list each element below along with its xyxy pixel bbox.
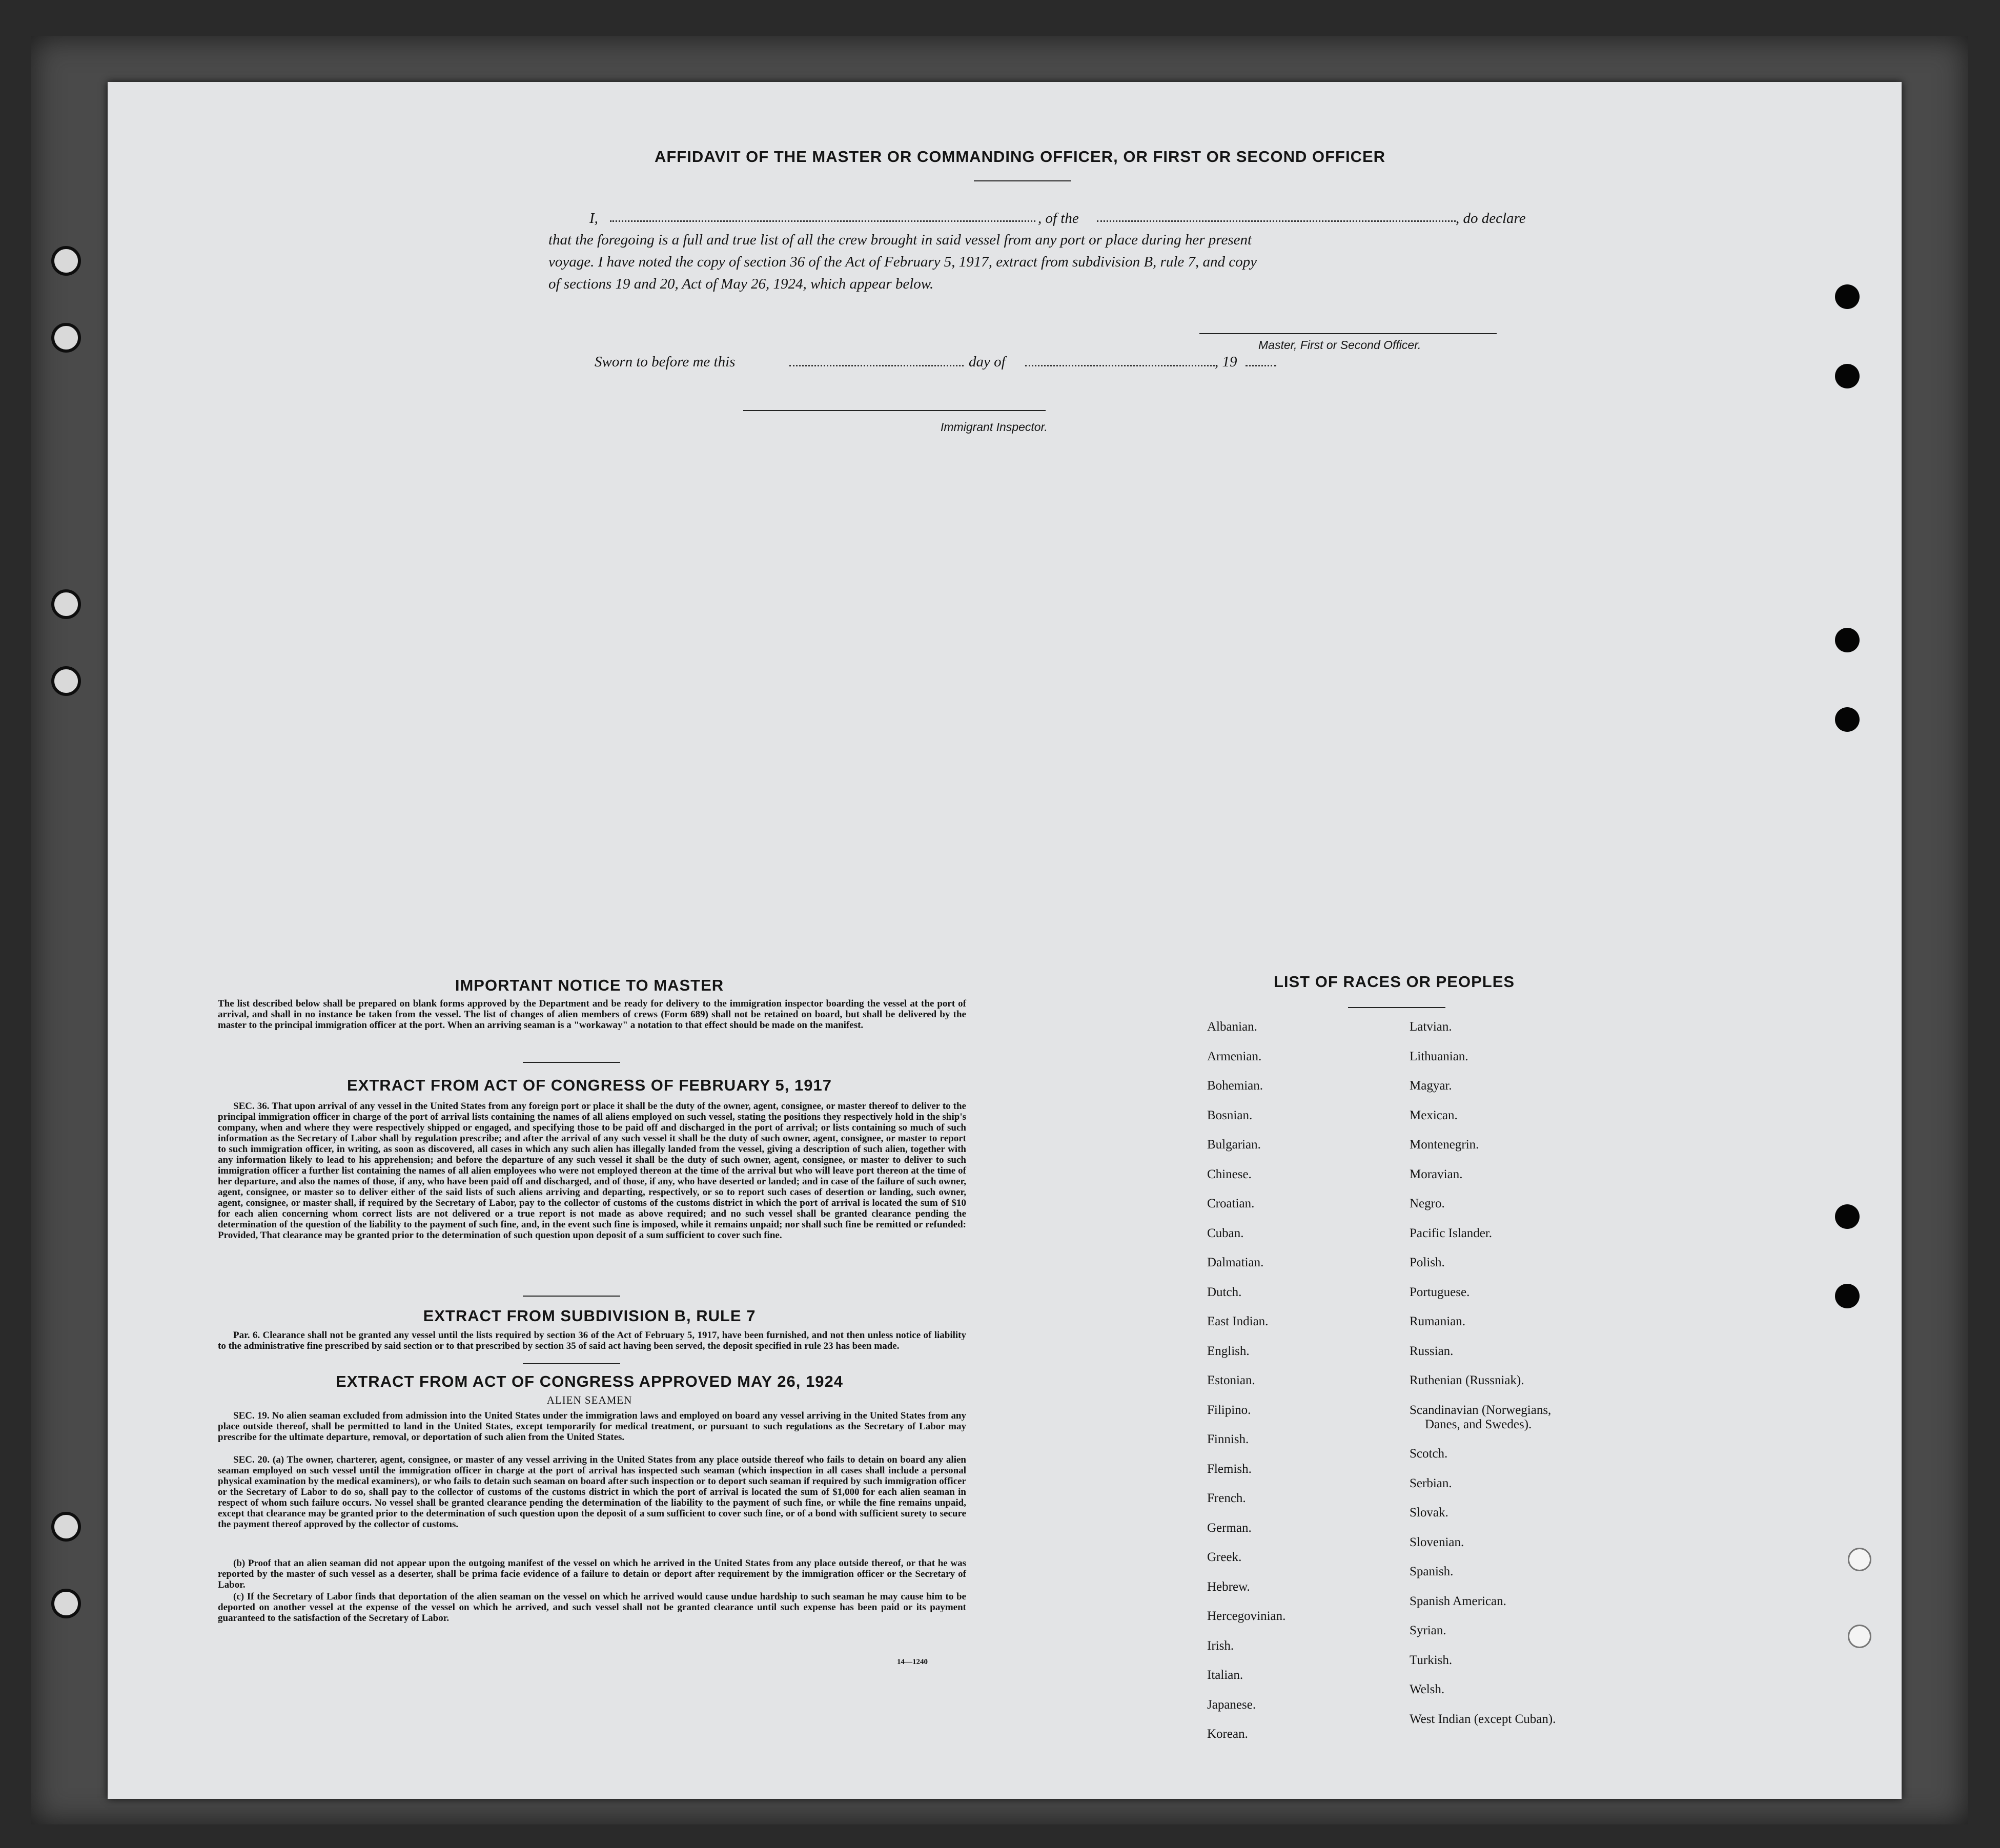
punch-hole bbox=[1835, 364, 1860, 388]
vessel-blank[interactable] bbox=[1097, 220, 1456, 222]
race-item: Hebrew. bbox=[1207, 1579, 1250, 1594]
divider bbox=[523, 1296, 620, 1297]
sworn-year: , 19 bbox=[1215, 354, 1237, 370]
affidavit-of-the: , of the bbox=[1038, 210, 1079, 227]
master-caption: Master, First or Second Officer. bbox=[1258, 338, 1421, 352]
race-item: German. bbox=[1207, 1521, 1252, 1535]
punch-hole bbox=[1835, 1284, 1860, 1308]
race-item: Rumanian. bbox=[1410, 1315, 1466, 1328]
sworn-month-blank[interactable] bbox=[1025, 365, 1215, 366]
race-item: Serbian. bbox=[1410, 1476, 1452, 1490]
extract-rule7-body: Par. 6. Clearance shall not be granted any vessel until the lists required by section 36 of the Act of February 5, 1917, have been furnished, and not then unless notice of liability to the administrative fine prescribed by said section or to that prescribed by section 35 of said act having been served, the deposit specified in rule 23 has been made. bbox=[218, 1330, 966, 1351]
race-item: Slovak. bbox=[1410, 1506, 1448, 1520]
race-item: Negro. bbox=[1410, 1197, 1445, 1210]
inspector-signature-line[interactable] bbox=[743, 410, 1046, 411]
affidavit-line4: of sections 19 and 20, Act of May 26, 1924, which appear below. bbox=[548, 276, 934, 292]
race-item: Lithuanian. bbox=[1410, 1049, 1468, 1063]
race-item: Filipino. bbox=[1207, 1403, 1251, 1417]
notice-body: The list described below shall be prepared on blank forms approved by the Department and be ready for delivery to the immigration inspector boarding the vessel at the port of arrival, and shall in no instance be taken from the vessel. The list of changes of alien members of crews (Form 689) shall not be retained on board, but shall be delivered by the master to the principal immigration officer at the port. When an arriving seaman is a "workaway" a notation to that effect should be made on the manifest. bbox=[218, 998, 966, 1031]
race-item: Latvian. bbox=[1410, 1020, 1452, 1034]
race-item: Ruthenian (Russniak). bbox=[1410, 1373, 1524, 1387]
race-item: Dalmatian. bbox=[1207, 1256, 1264, 1269]
race-item: Mexican. bbox=[1410, 1108, 1458, 1122]
sworn-prefix: Sworn to before me this bbox=[595, 354, 736, 370]
race-item: English. bbox=[1207, 1344, 1250, 1358]
binder-ring-hole bbox=[51, 323, 81, 353]
race-item: Montenegrin. bbox=[1410, 1138, 1479, 1152]
race-item: Armenian. bbox=[1207, 1049, 1262, 1063]
race-item: Dutch. bbox=[1207, 1285, 1242, 1299]
notice-title: IMPORTANT NOTICE TO MASTER bbox=[455, 976, 724, 994]
affidavit-line3: voyage. I have noted the copy of section 36 of the Act of February 5, 1917, extract from subdivision B, rule 7, and copy bbox=[548, 254, 1257, 270]
affidavit-line2: that the foregoing is a full and true list of all the crew brought in said vessel from any port or place during her present bbox=[548, 232, 1252, 248]
race-item: Bohemian. bbox=[1207, 1079, 1263, 1093]
race-item: Scotch. bbox=[1410, 1447, 1448, 1461]
signature-line[interactable] bbox=[1199, 333, 1497, 334]
races-right-column bbox=[1410, 1020, 1556, 1741]
race-item: East Indian. bbox=[1207, 1315, 1269, 1328]
race-item: Bosnian. bbox=[1207, 1108, 1253, 1122]
affidavit-title: AFFIDAVIT OF THE MASTER OR COMMANDING OFFICER, OR FIRST OR SECOND OFFICER bbox=[654, 148, 1386, 166]
race-item: Syrian. bbox=[1410, 1624, 1446, 1637]
punch-hole bbox=[1848, 1548, 1871, 1571]
extract-1924-sec20b: (b) Proof that an alien seaman did not appear upon the outgoing manifest of the vessel on which he arrived in the United States from any place outside thereof, or that he was reported by the master of such vessel as a deserter, shall be prima facie evidence of a failure to detain or deport after requirement by the immigration officer or the Secretary of Labor. bbox=[218, 1558, 966, 1590]
race-item: Slovenian. bbox=[1410, 1535, 1464, 1549]
race-item: Russian. bbox=[1410, 1344, 1454, 1358]
punch-hole bbox=[1835, 707, 1860, 732]
race-item: Irish. bbox=[1207, 1638, 1234, 1653]
extract-1924-title: EXTRACT FROM ACT OF CONGRESS APPROVED MAY 26, 1924 bbox=[336, 1372, 843, 1390]
binder-ring-hole bbox=[51, 1589, 81, 1618]
race-item: Turkish. bbox=[1410, 1653, 1453, 1667]
punch-hole bbox=[1835, 628, 1860, 652]
race-item: Portuguese. bbox=[1410, 1285, 1470, 1299]
race-item: Danes, and Swedes). bbox=[1425, 1417, 1532, 1431]
race-item: Italian. bbox=[1207, 1668, 1243, 1682]
extract-1924-sec20c: (c) If the Secretary of Labor finds that deportation of the alien seaman on the vessel on which he arrived would cause undue hardship to such seaman he may cause him to be deported on another vessel at the expense of the vessel on which he arrived, and such vessel shall not be granted clearance until such expense has been paid or its payment guaranteed to the satisfaction of the Secretary of Labor. bbox=[218, 1591, 966, 1624]
punch-hole bbox=[1848, 1625, 1871, 1648]
extract-1917-title: EXTRACT FROM ACT OF CONGRESS OF FEBRUARY 5, 1917 bbox=[347, 1076, 832, 1094]
document-page bbox=[108, 82, 1902, 1799]
race-item: Finnish. bbox=[1207, 1432, 1249, 1446]
race-item: Magyar. bbox=[1410, 1079, 1452, 1093]
binder-ring-hole bbox=[51, 1512, 81, 1542]
race-item: Spanish. bbox=[1410, 1565, 1454, 1578]
race-item: Hercegovinian. bbox=[1207, 1609, 1286, 1623]
race-item: Flemish. bbox=[1207, 1462, 1252, 1476]
punch-hole bbox=[1835, 284, 1860, 309]
race-item: West Indian (except Cuban). bbox=[1410, 1712, 1556, 1726]
extract-1924-subtitle: ALIEN SEAMEN bbox=[546, 1394, 632, 1406]
race-item: Chinese. bbox=[1207, 1167, 1252, 1181]
races-left-column bbox=[1207, 1020, 1285, 1757]
name-blank[interactable] bbox=[610, 220, 1035, 222]
binder-ring-hole bbox=[51, 589, 81, 619]
race-item: Welsh. bbox=[1410, 1682, 1445, 1696]
race-item: Spanish American. bbox=[1410, 1594, 1506, 1608]
binder-ring-hole bbox=[51, 246, 81, 276]
binder-ring-hole bbox=[51, 666, 81, 696]
race-item: Korean. bbox=[1207, 1727, 1248, 1741]
sworn-year-blank[interactable] bbox=[1246, 365, 1276, 366]
race-item: Estonian. bbox=[1207, 1373, 1255, 1387]
punch-hole bbox=[1835, 1204, 1860, 1229]
race-item: Croatian. bbox=[1207, 1197, 1255, 1210]
race-item: Bulgarian. bbox=[1207, 1138, 1261, 1152]
extract-1924-sec19: SEC. 19. No alien seaman excluded from admission into the United States under the immigration laws and employed on board any vessel arriving in the United States from any place outside thereof, shall be permitted to land in the United States, except temporarily for medical treatment, or pursuant to such regulations as the Secretary of Labor may prescribe for the ultimate departure, removal, or deportation of such alien from the United States. bbox=[218, 1410, 966, 1443]
race-item: Scandinavian (Norwegians, bbox=[1410, 1403, 1552, 1417]
divider bbox=[1348, 1007, 1445, 1008]
race-item: Moravian. bbox=[1410, 1167, 1463, 1181]
extract-1924-sec20a: SEC. 20. (a) The owner, charterer, agent, consignee, or master of any vessel arriving in the United States from any place outside thereof who fails to detain on board any alien seaman employed on such vessel until the immigration officer in charge at the port of arrival has inspected such seaman (which inspection in all cases shall include a personal physical examination by the medical examiners), or who fails to detain such seaman on board after such inspection or to deport such seaman if required by such immigration officer or the Secretary of Labor to do so, shall pay to the collector of customs of the customs district in which the port of arrival is located the sum of $1,000 for each alien seaman in respect of whom such failure occurs. No vessel shall be granted clearance pending the determination of the liability to the payment of such fine, or while the fine remains unpaid, except that clearance may be granted prior to the determination of such question upon the deposit of a sum sufficient to cover such fine, or of a bond with sufficient surety to secure the payment thereof approved by the collector of customs. bbox=[218, 1454, 966, 1530]
inspector-caption: Immigrant Inspector. bbox=[941, 420, 1048, 434]
race-item: Japanese. bbox=[1207, 1697, 1256, 1712]
divider bbox=[974, 180, 1071, 181]
sworn-day-blank[interactable] bbox=[789, 365, 964, 366]
divider bbox=[523, 1062, 620, 1063]
race-item: Greek. bbox=[1207, 1550, 1242, 1564]
race-item: Pacific Islander. bbox=[1410, 1226, 1493, 1240]
races-title: LIST OF RACES OR PEOPLES bbox=[1273, 973, 1515, 991]
divider bbox=[523, 1363, 620, 1364]
form-number: 14—1240 bbox=[897, 1658, 928, 1666]
extract-rule7-title: EXTRACT FROM SUBDIVISION B, RULE 7 bbox=[423, 1307, 756, 1325]
race-item: Albanian. bbox=[1207, 1020, 1257, 1034]
sworn-day-of: day of bbox=[969, 354, 1006, 370]
extract-1917-body: SEC. 36. That upon arrival of any vessel in the United States from any foreign port or place it shall be the duty of the owner, agent, consignee, or master thereof to deliver to the principal immigration officer in charge of the port of arrival lists containing the names of all aliens employed on such vessel, stating the positions they respectively hold in the ship's company, when and where they were respectively shipped or engaged, and specifying those to be paid off and discharged in the port of arrival; or lists containing so much of such information as the Secretary of Labor shall by regulation prescribe; and after the arrival of any such vessel it shall be the duty of such owner, agent, consignee, or master to report to such immigration officer, in writing, as soon as discovered, all cases in which any such alien has illegally landed from the vessel, giving a description of such alien, together with any information likely to lead to his apprehension; and before the departure of any such vessel it shall be the duty of such owner, agent, consignee, or master to deliver to such immigration officer a further list containing the names of all alien employees who were not employed thereon at the time of the arrival but who will leave port thereon at the time of her departure, and also the names of those, if any, who have been paid off and discharged, and of those, if any, who have deserted or landed; and in case of the failure of such owner, agent, consignee, or master so to deliver either of the said lists of such aliens arriving and departing, respectively, or so to report such cases of desertion or landing, such owner, agent, consignee, or master shall, if required by the Secretary of Labor, pay to the collector of customs of the customs district in which the port of arrival is located the sum of $10 for each alien concerning whom correct lists are not delivered or a true report is not made as above required; and no such vessel shall be granted clearance pending the determination of the question of the liability to the payment of such fine, and, in the event such fine is imposed, while it remains unpaid; nor shall such fine be remitted or refunded: Provided, That clearance may be granted prior to the determination of such question upon deposit of a sum sufficient to cover such fine. bbox=[218, 1101, 966, 1241]
race-item: French. bbox=[1207, 1491, 1246, 1505]
race-item: Polish. bbox=[1410, 1256, 1445, 1269]
race-item: Cuban. bbox=[1207, 1226, 1244, 1240]
affidavit-declare: , do declare bbox=[1456, 210, 1526, 227]
affidavit-i: I, bbox=[589, 210, 598, 227]
